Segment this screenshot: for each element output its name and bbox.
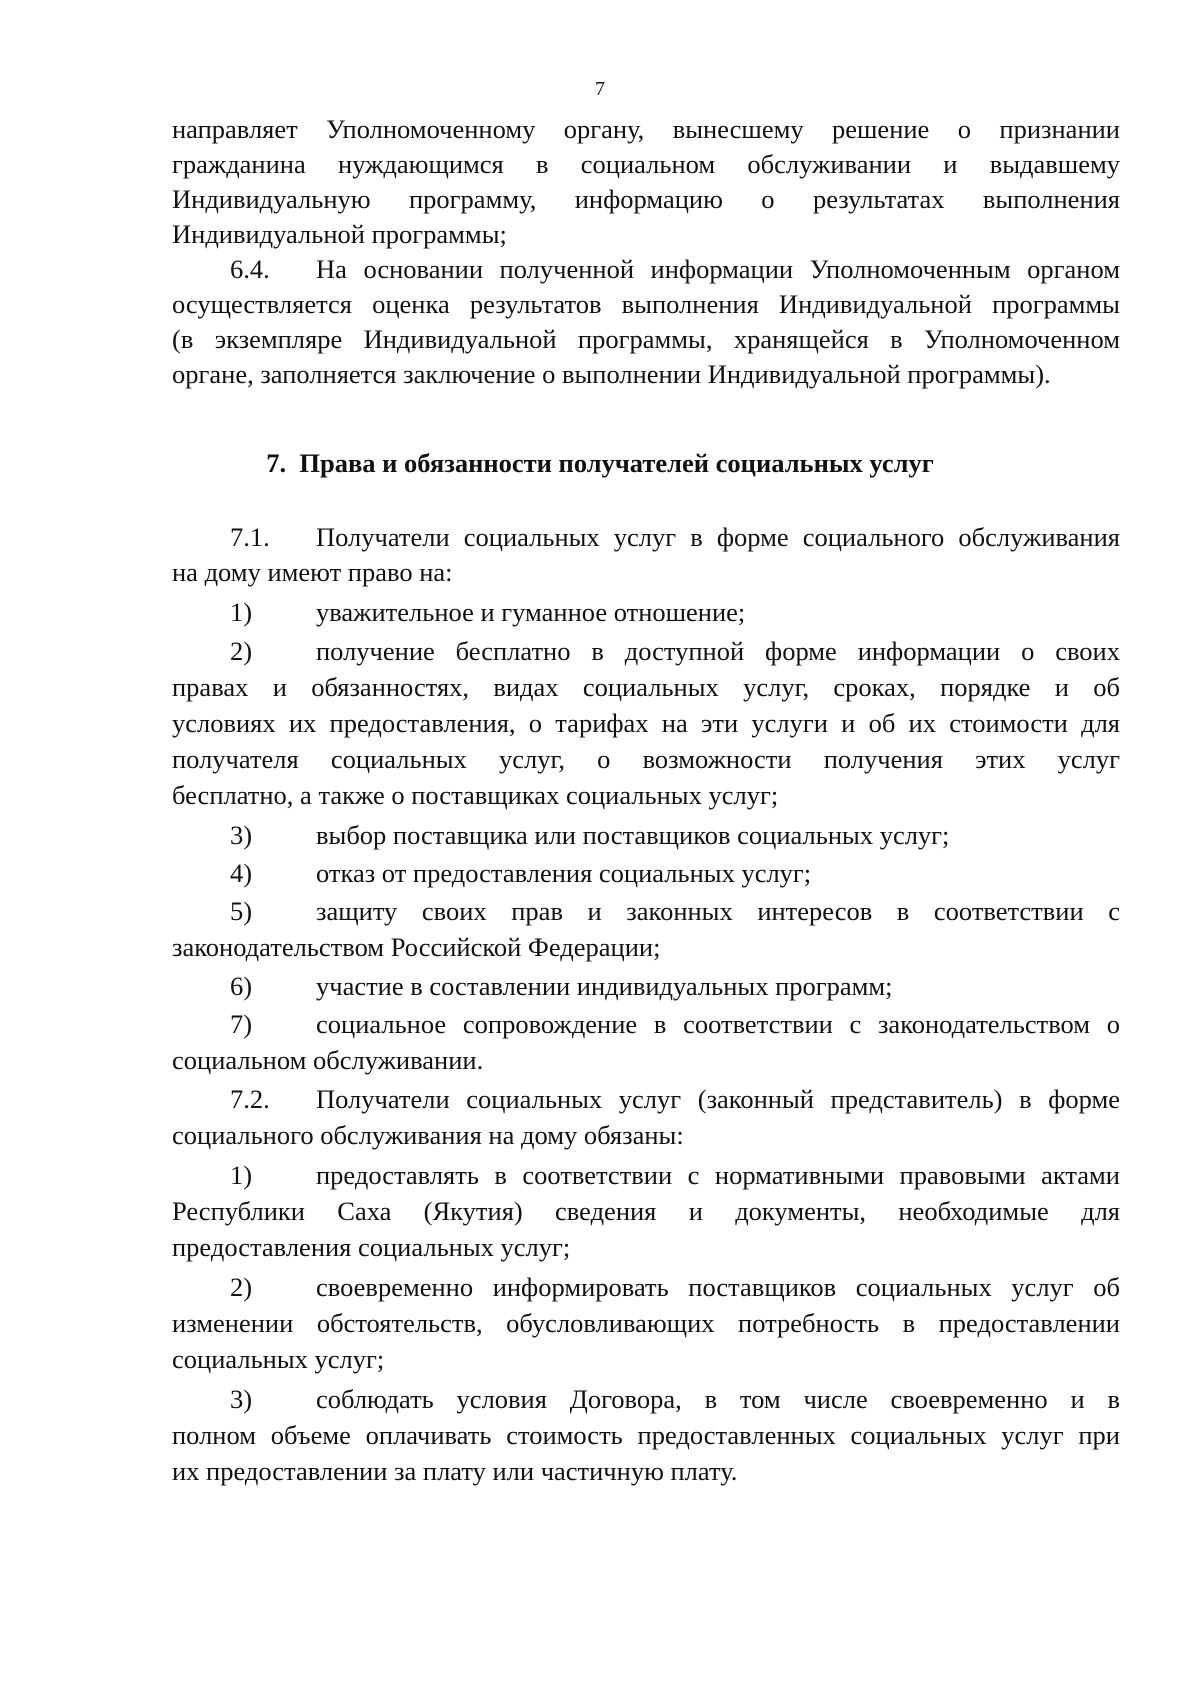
- numbered-line: [172, 1157, 1120, 1193]
- list-text: предоставлять в соответствии с нормативными правовыми актами: [316, 1160, 1120, 1190]
- list-number: 1): [230, 597, 253, 627]
- text-line: предоставления социальных услуг;: [172, 1232, 571, 1262]
- numbered-line: [172, 855, 1120, 891]
- text-line: получателя социальных услуг, о возможности получения этих услуг: [172, 744, 1120, 774]
- text-line: Республики Саха (Якутия) сведения и документы, необходимые для: [172, 1196, 1120, 1226]
- text-line: Индивидуальную программу, информацию о результатах выполнения: [172, 184, 1120, 214]
- text-line: социальном обслуживании.: [172, 1045, 484, 1075]
- list-text: отказ от предоставления социальных услуг;: [316, 858, 812, 888]
- clause-number: 6.4.: [230, 254, 270, 284]
- numbered-line: [172, 1006, 1120, 1042]
- list-number: 3): [230, 1384, 253, 1414]
- text-line: осуществляется оценка результатов выполнения Индивидуальной программы: [172, 289, 1120, 319]
- text-line: законодательством Российской Федерации;: [172, 932, 661, 962]
- text-line: органе, заполняется заключение о выполнении Индивидуальной программы).: [172, 359, 1051, 389]
- list-number: 6): [230, 971, 253, 1001]
- list-number: 2): [230, 636, 253, 666]
- numbered-line: [172, 1381, 1120, 1417]
- text-line: направляет Уполномоченному органу, вынесшему решение о признании: [172, 114, 1120, 144]
- list-number: 2): [230, 1272, 253, 1302]
- list-text: уважительное и гуманное отношение;: [316, 597, 746, 627]
- text-line: полном объеме оплачивать стоимость предоставленных социальных услуг при: [172, 1420, 1120, 1450]
- list-number: 5): [230, 896, 253, 926]
- text-line: правах и обязанностях, видах социальных услуг, сроках, порядке и об: [172, 672, 1120, 702]
- numbered-line: [172, 1081, 1120, 1117]
- list-number: 4): [230, 858, 253, 888]
- list-text: соблюдать условия Договора, в том числе своевременно и в: [316, 1384, 1120, 1414]
- text-line: бесплатно, а также о поставщиках социальных услуг;: [172, 780, 779, 810]
- list-number: 7): [230, 1009, 253, 1039]
- text-line: социальных услуг;: [172, 1344, 385, 1374]
- list-number: 1): [230, 1160, 253, 1190]
- clause-number: 7.1.: [230, 522, 270, 552]
- numbered-line: [172, 893, 1120, 929]
- list-text: своевременно информировать поставщиков социальных услуг об: [316, 1272, 1120, 1302]
- text-line: на дому имеют право на:: [172, 557, 453, 587]
- clause-number: 7.2.: [230, 1084, 270, 1114]
- text-line: Индивидуальной программы;: [172, 219, 507, 249]
- clause-text: Получатели социальных услуг в форме социального обслуживания: [316, 522, 1120, 552]
- numbered-line: [172, 633, 1120, 669]
- text-line: их предоставлении за плату или частичную плату.: [172, 1456, 738, 1486]
- clause-text: Получатели социальных услуг (законный представитель) в форме: [316, 1084, 1120, 1114]
- text-line: изменении обстоятельств, обусловливающих потребность в предоставлении: [172, 1308, 1120, 1338]
- section-heading: 7. Права и обязанности получателей социальных услуг: [266, 448, 934, 478]
- list-text: защиту своих прав и законных интересов в соответствии с: [316, 896, 1120, 926]
- numbered-line: [172, 817, 1120, 853]
- list-text: участие в составлении индивидуальных программ;: [316, 971, 893, 1001]
- list-text: выбор поставщика или поставщиков социальных услуг;: [316, 820, 950, 850]
- numbered-line: [172, 968, 1120, 1004]
- text-line: условиях их предоставления, о тарифах на эти услуги и об их стоимости для: [172, 708, 1120, 738]
- text-line: гражданина нуждающимся в социальном обслуживании и выдавшему: [172, 149, 1120, 179]
- list-text: социальное сопровождение в соответствии с законодательством о: [316, 1009, 1120, 1039]
- clause-text: На основании полученной информации Уполномоченным органом: [316, 254, 1120, 284]
- numbered-line: [172, 1269, 1120, 1305]
- numbered-line: [172, 251, 1120, 287]
- text-line: (в экземпляре Индивидуальной программы, хранящейся в Уполномоченном: [172, 324, 1120, 354]
- page-number: 7: [595, 78, 605, 100]
- list-text: получение бесплатно в доступной форме информации о своих: [316, 636, 1120, 666]
- numbered-line: [172, 519, 1120, 555]
- list-number: 3): [230, 820, 253, 850]
- numbered-line: [172, 594, 1120, 630]
- text-line: социального обслуживания на дому обязаны:: [172, 1120, 684, 1150]
